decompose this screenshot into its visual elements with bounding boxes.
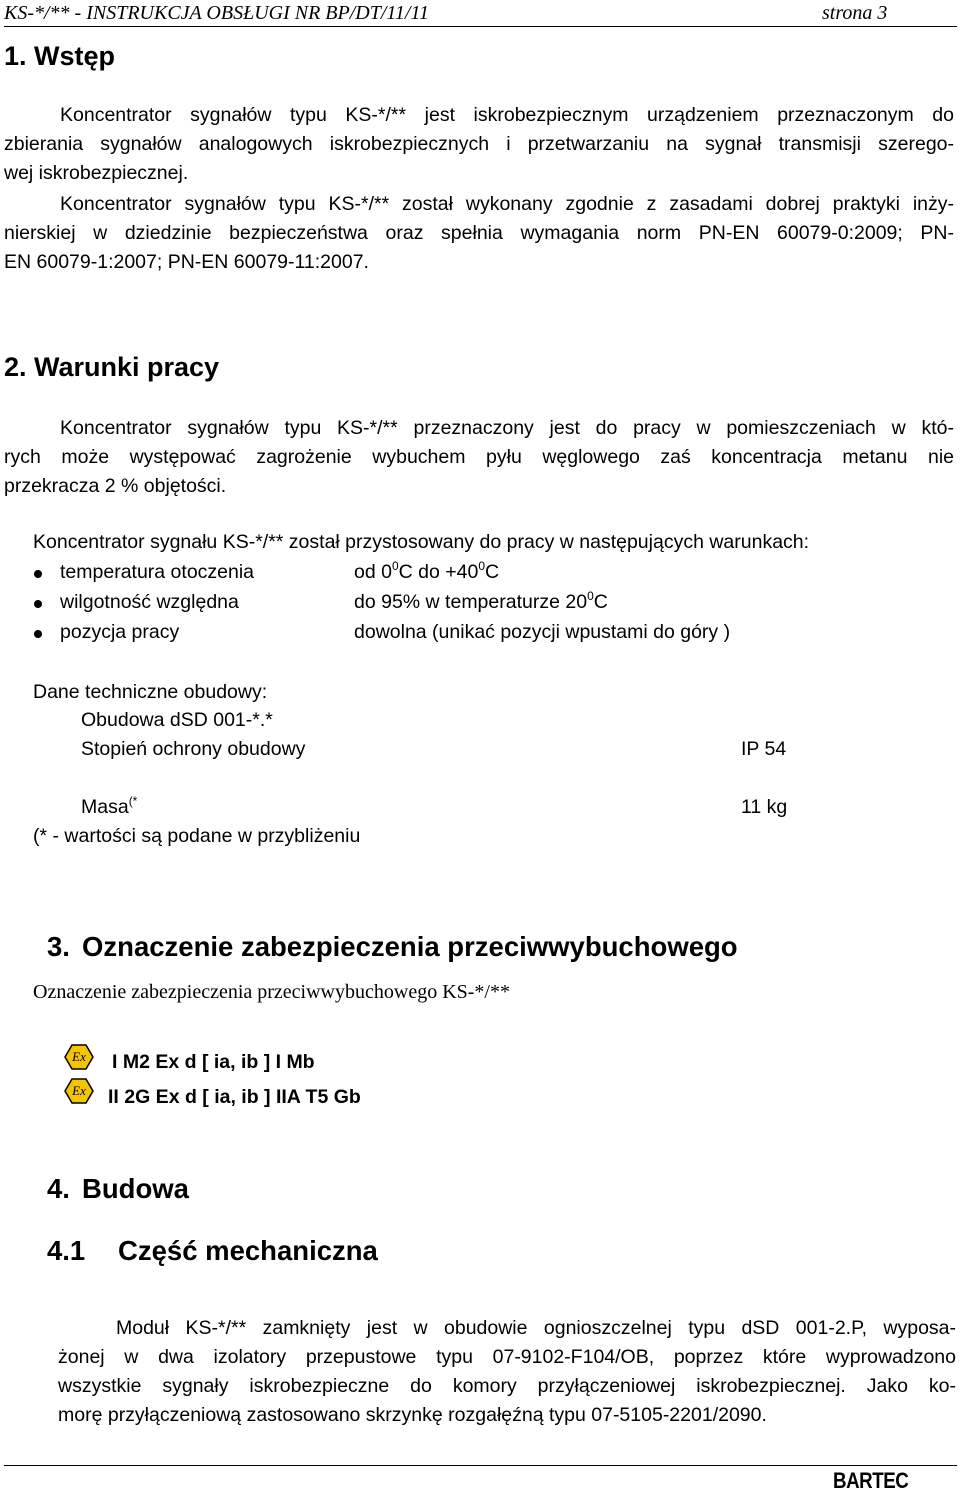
paragraph-line: nierskiej w dziedzinie bezpieczeństwa oraz spełnia wymagania norm PN-EN 60079-0:2009; PN-	[4, 222, 954, 244]
ex-hexagon-icon	[64, 1044, 94, 1070]
condition-label: pozycja pracy	[60, 621, 180, 643]
paragraph-line: Moduł KS-*/** zamknięty jest w obudowie ognioszczelnej typu dSD 001-2.P, wyposa-	[116, 1317, 956, 1339]
mass-value: 11 kg	[741, 796, 788, 818]
protection-label: Stopień ochrony obudowy	[81, 738, 306, 760]
paragraph-line: morę przyłączeniową zastosowano skrzynkę rozgałęźną typu 07-5105-2201/2090.	[58, 1404, 767, 1426]
approximation-note: (* - wartości są podane w przybliżeniu	[33, 825, 361, 847]
housing-type: Obudowa dSD 001-*.*	[81, 709, 273, 731]
section-4-title: Budowa	[82, 1173, 189, 1204]
section-1-title: 1. Wstęp	[4, 41, 116, 71]
section-3-subtitle: Oznaczenie zabezpieczenia przeciwwybuchowego KS-*/**	[33, 981, 510, 1003]
paragraph-line: wszystkie sygnały iskrobezpieczne do komory przyłączeniowej iskrobezpiecznej. Jako ko-	[58, 1375, 956, 1397]
tech-data-title: Dane techniczne obudowy:	[33, 681, 268, 703]
condition-label: wilgotność względna	[60, 591, 239, 613]
bartec-logo: BARTEC	[833, 1468, 909, 1493]
footer-rule	[4, 1465, 957, 1466]
mass-label: Masa(*	[81, 794, 138, 818]
header-rule	[4, 26, 957, 27]
paragraph-line: EN 60079-1:2007; PN-EN 60079-11:2007.	[4, 251, 369, 273]
paragraph-line: Koncentrator sygnałów typu KS-*/** został wykonany zgodnie z zasadami dobrej praktyki inży-	[60, 193, 954, 215]
header-page-number: strona 3	[822, 2, 888, 24]
section-4-number: 4.	[47, 1173, 70, 1204]
conditions-intro: Koncentrator sygnału KS-*/** został przystosowany do pracy w następujących warunkach:	[33, 531, 810, 553]
bullet-icon	[34, 570, 42, 578]
paragraph-line: zbierania sygnałów analogowych iskrobezpiecznych i przetwarzaniu na sygnał transmisji szerego-	[4, 133, 954, 155]
paragraph-line: przekracza 2 % objętości.	[4, 475, 227, 497]
section-4-1-number: 4.1	[47, 1235, 86, 1266]
section-2-paragraph-1	[4, 414, 954, 501]
condition-value: dowolna (unikać pozycji wpustami do góry )	[354, 621, 731, 643]
paragraph-line: żonej w dwa izolatory przepustowe typu 07-9102-F104/OB, poprzez które wyprowadzono	[58, 1346, 956, 1368]
section-3-title: Oznaczenie zabezpieczenia przeciwwybuchowego	[82, 931, 738, 962]
section-2-title: 2. Warunki pracy	[4, 352, 220, 382]
paragraph-line: Koncentrator sygnałów typu KS-*/** jest iskrobezpiecznym urządzeniem przeznaczonym do	[60, 104, 954, 126]
paragraph-line: rych może występować zagrożenie wybuchem pyłu węglowego zaś koncentracja metanu nie	[4, 446, 954, 468]
bullet-icon	[34, 630, 42, 638]
protection-value: IP 54	[741, 738, 787, 760]
condition-value: do 95% w temperaturze $20^0C$	[354, 589, 608, 613]
paragraph-line: Koncentrator sygnałów typu KS-*/** przeznaczony jest do pracy w pomieszczeniach w któ-	[60, 417, 954, 439]
condition-value: od $0^0C$ do $+40^0C$	[354, 559, 500, 583]
section-1-paragraph-1	[4, 101, 954, 188]
svg-text:Ex: Ex	[72, 1083, 86, 1098]
ex-marking-gas: II 2G Ex d [ ia, ib ] IIA T5 Gb	[108, 1086, 361, 1108]
section-4-1-title: Część mechaniczna	[118, 1235, 378, 1266]
section-3-number: 3.	[47, 931, 70, 962]
header-doc-title: KS-*/** - INSTRUKCJA OBSŁUGI NR BP/DT/11/11	[4, 2, 429, 24]
section-4-1-paragraph	[58, 1314, 956, 1430]
bullet-icon	[34, 600, 42, 608]
paragraph-line: wej iskrobezpiecznej.	[4, 162, 189, 184]
ex-marking-mining: I M2 Ex d [ ia, ib ] I Mb	[112, 1051, 315, 1073]
condition-label: temperatura otoczenia	[60, 561, 255, 583]
section-1-paragraph-2	[4, 190, 954, 277]
svg-text:Ex: Ex	[72, 1049, 86, 1064]
ex-hexagon-icon	[64, 1078, 94, 1104]
